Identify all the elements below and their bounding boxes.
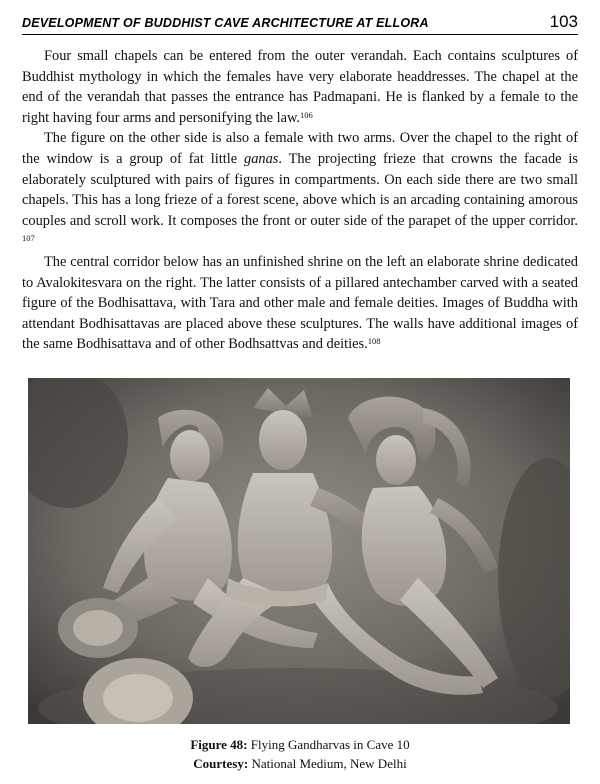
paragraph-2: The figure on the other side is also a female with two arms. Over the chapel to the right of the window is a group of fat little ganas. The projecting frieze that crowns the facade is elaborately sculptured with pairs of figures in compartments. On each side there are two small chapels. This has a long frieze of a forest scene, above which is an arcading containing amorous couples and scroll work. It composes the front or outer side of the parapet of the upper corridor. $^{107}$ [22,130,578,244]
italic-term-ganas: ganas [244,150,279,167]
body-text [22,46,578,355]
caption-line [0,735,600,754]
figure-photo [28,378,570,724]
footnote-ref-107[interactable]: 107 [22,233,35,244]
page-header [22,8,578,35]
courtesy-source: National Medium, New Delhi [248,756,407,771]
paragraph-1: Four small chapels can be entered from the outer verandah. Each contains sculptures of Buddhist mythology in which the females have very elaborate headdresses. The chapel at the end of the verandah that passes the entrance has Padmapani. He is flanked by a female to the right having four arms and personifying the law.$^{106}$ [22,48,578,126]
footnote-ref-108[interactable]: 108 [367,336,381,347]
figure-title: Flying Gandharvas in Cave 10 [247,737,410,752]
page-number: 103 [549,12,578,31]
footnote-ref-106[interactable]: 106 [300,109,313,120]
sculpture-relief-image [28,378,570,724]
figure-caption [0,735,600,773]
figure-label: Figure 48: [190,737,248,752]
paragraph-3: The central corridor below has an unfinished shrine on the left an elaborate shrine dedicated to Avalokitesvara on the right. The latter consists of a pillared antechamber carved with a seated figure of the Bodhisattava, with Tara and other male and female deities. Images of Buddha with attendant Bodhisattavas are placed above these sculptures. The walls have additional images of the same Bodhisattava and of other Bodhsattvas and deities.$^{108}$ [22,253,578,353]
running-head: DEVELOPMENT OF BUDDHIST CAVE ARCHITECTURE AT ELLORA [22,16,429,30]
courtesy-line [0,754,600,773]
courtesy-label: Courtesy: [193,756,249,771]
